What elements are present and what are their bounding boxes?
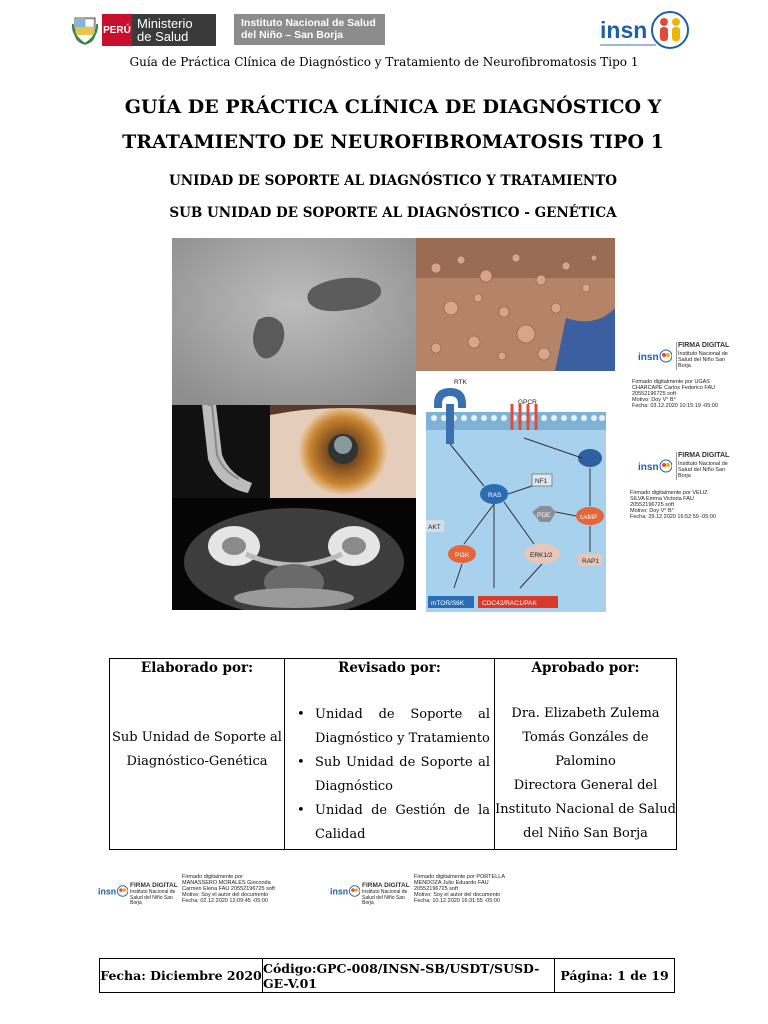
svg-text:PDE: PDE [537,512,551,519]
list-item: • Unidad de Gestión de la Calidad [289,799,490,847]
insn-small-logo-icon [98,880,128,902]
footer-date: Fecha: Diciembre 2020 [100,959,263,992]
insn-logo-icon [600,8,692,54]
digital-signature-stamp-1: insn FIRMA DIGITAL Instituto Nacional de Salud del Niño San Borja [638,342,730,369]
svg-text:cAMP: cAMP [580,514,598,521]
document-footer [99,958,675,993]
svg-text:insn: insn [638,352,659,363]
digital-signature-details-2: Firmado digitalmente por VELIZ SILVA Emma Victoria FAU 20552196725 soft Motivo: Doy V° B° Fecha: 29.12.2020 16:52:59 -05:00 [630,490,716,520]
svg-text:NF1: NF1 [535,478,548,485]
svg-text:ERK1/2: ERK1/2 [530,552,553,559]
peru-coat-of-arms-icon [72,14,98,46]
subunit-title: SUB UNIDAD DE SOPORTE AL DIAGNÓSTICO - GENÉTICA [169,205,617,221]
approval-table [109,658,677,850]
aprobado-header: Aprobado por: [531,660,640,676]
svg-text:insn: insn [98,886,117,897]
svg-text:AKT: AKT [428,524,441,531]
peru-label: PERÚ [102,14,132,46]
ministerio-salud-logo [72,14,232,46]
insn-small-logo-icon [330,880,360,902]
elaborado-content: Sub Unidad de Soporte al Diagnóstico-Genética [112,730,282,769]
tibial-dysplasia-xray-image [172,405,270,498]
digital-signature-stamp-4: insn FIRMA DIGITAL Instituto Nacional de Salud del Niño San Borja Firmado digitalmente por PORTELLA MENDOZA Julio Eduardo FAU 20552196725 soft Motivo: Soy el autor del documento Fecha: 10.12.2020 16:31:55 -05:00 [330,874,505,906]
document-title-line-1: GUÍA DE PRÁCTICA CLÍNICA DE DIAGNÓSTICO Y [124,96,662,118]
elaborado-column [110,659,285,849]
running-header: Guía de Práctica Clínica de Diagnóstico y Tratamiento de Neurofibromatosis Tipo 1 [129,55,639,69]
aprobado-column [495,659,676,849]
cafe-au-lait-spots-image [172,238,416,405]
pathway-graphic [424,374,606,614]
svg-text:PI3K: PI3K [455,552,470,559]
svg-text:CDC42/RAC1/PAK: CDC42/RAC1/PAK [482,600,537,607]
optic-glioma-mri-image [172,498,416,610]
aprobado-content: Dra. Elizabeth Zulema Tomás Gonzáles de Palomino Directora General del Instituto Nacional de Salud del Niño San Borja [495,706,676,841]
revisado-column [285,659,495,849]
footer-page: Página: 1 de 19 [560,968,669,983]
nf1-signaling-pathway-diagram [424,374,606,614]
svg-text:insn: insn [600,17,648,43]
svg-text:insn: insn [638,462,659,473]
insn-small-logo-icon [638,454,672,478]
institute-label: Instituto Nacional de Salud del Niño – San Borja [234,14,385,45]
list-item: • Unidad de Soporte al Diagnóstico y Tratamiento [289,703,490,751]
list-item: • Sub Unidad de Soporte al Diagnóstico [289,751,490,799]
lisch-nodules-iris-image [270,405,416,498]
digital-signature-details-1: Firmado digitalmente por UGAS CHARCAPE Carlos Federico FAU 20552196725 soft Motivo: Doy V° B° Fecha: 03.12.2020 10:15:19 -05:00 [632,379,718,409]
digital-signature-stamp-2: insn FIRMA DIGITAL Instituto Nacional de Salud del Niño San Borja [638,452,730,479]
svg-text:mTOR/S6K: mTOR/S6K [431,600,465,607]
svg-text:RAP1: RAP1 [582,558,599,565]
elaborado-header: Elaborado por: [140,660,254,676]
revisado-list [289,703,490,847]
ministry-label: Ministerio de Salud [132,14,216,46]
svg-text:insn: insn [330,886,349,897]
svg-text:RAS: RAS [488,492,502,499]
digital-signature-stamp-3: insn FIRMA DIGITAL Instituto Nacional de Salud del Niño San Borja Firmado digitalmente por MANASSERO MORALES Gioconda Carmen Elena FAU 20552196725 soft Motivo: Soy el autor del documento Fecha: 02.12.2020 12:09:45 -05:00 [98,874,275,906]
footer-code: Código:GPC-008/INSN-SB/USDT/SUSD-GE-V.01 [263,959,555,992]
revisado-header: Revisado por: [338,660,441,676]
unit-title: UNIDAD DE SOPORTE AL DIAGNÓSTICO Y TRATAMIENTO [168,173,618,189]
document-title-line-2: TRATAMIENTO DE NEUROFIBROMATOSIS TIPO 1 [122,131,664,153]
svg-text:RTK: RTK [454,379,467,386]
cutaneous-neurofibromas-image [416,238,615,371]
svg-text:GPCR: GPCR [518,399,537,406]
insn-small-logo-icon [638,344,672,368]
